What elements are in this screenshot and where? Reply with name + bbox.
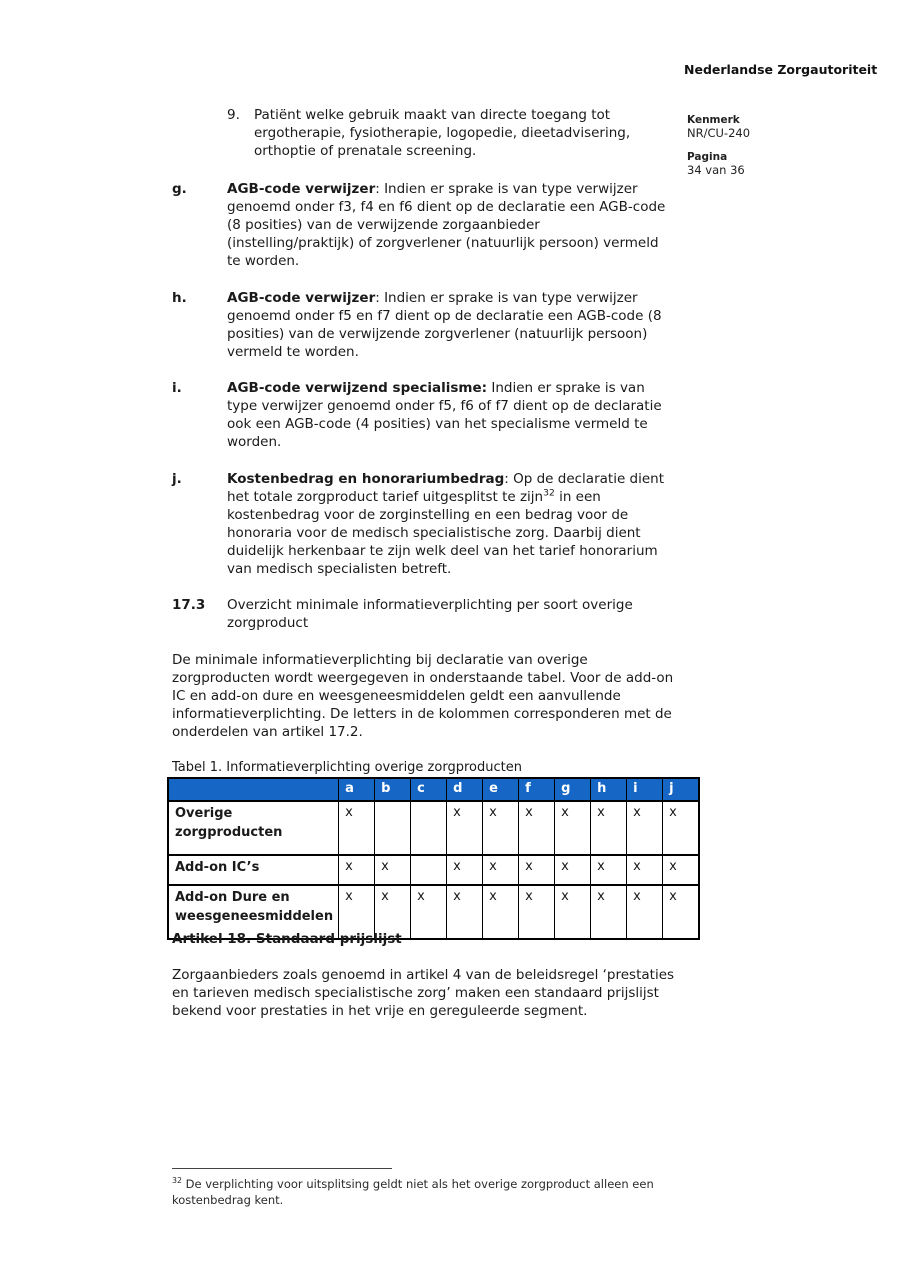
table-header-row [168, 778, 699, 801]
table-cell: x [555, 885, 591, 939]
informatieverplichting-table [167, 777, 700, 940]
table-cell: x [339, 885, 375, 939]
artikel-18-heading: Artikel 18. Standaard prijslijst [172, 931, 402, 947]
table-cell: x [591, 801, 627, 855]
table-cell: x [375, 855, 411, 885]
list-item-letter: j. [172, 471, 182, 487]
table-caption: Tabel 1. Informatieverplichting overige zorgproducten [172, 760, 522, 775]
column-header-g: g [555, 778, 591, 801]
term-definition: : Indien er sprake is van type verwijzer genoemd onder f3, f4 en f6 dient op de declaratie een AGB-code (8 posities) van de verwijzende zorgaanbieder (instelling/praktijk) of zorgverlener (natuurlijk persoon) vermeld te worden. [227, 181, 666, 269]
footnote-divider [172, 1168, 392, 1169]
table-cell: x [591, 855, 627, 885]
term-definition: Indien er sprake is van type verwijzer genoemd onder f5, f6 of f7 dient op de declaratie ook een AGB-code (4 posities) van het specialisme vermeld te worden. [227, 380, 662, 450]
term-definition-continued: in een kostenbedrag voor de zorginstelling en een bedrag voor de honoraria voor de medisch specialistische zorg. Daarbij dient duidelijk herkenbaar te zijn welk deel van het tarief honorarium van medisch specialisten betreft. [227, 489, 658, 577]
row-label: Overige zorgproducten [168, 801, 339, 855]
artikel-18-paragraph: Zorgaanbieders zoals genoemd in artikel 4 van de beleidsregel ‘prestaties en tarieven medisch specialistische zorg’ maken een standaard prijslijst bekend voor prestaties in het vrije en gereguleerde segment. [172, 967, 675, 1019]
list-item-text [227, 470, 669, 578]
kenmerk-label: Kenmerk [687, 114, 740, 126]
column-header-d: d [447, 778, 483, 801]
table-cell: x [411, 885, 447, 939]
pagina-value: 34 van 36 [687, 163, 745, 177]
list-item-text [227, 379, 669, 451]
term-definition: : Indien er sprake is van type verwijzer genoemd onder f5 en f7 dient op de declaratie een AGB-code (8 posities) van de verwijzende zorgverlener (natuurlijk persoon) vermeld te worden. [227, 290, 662, 360]
list-item-9 [227, 106, 646, 160]
term-bold: AGB-code verwijzend specialisme: [227, 380, 488, 396]
row-label: Add-on Dure en weesgeneesmiddelen [168, 885, 339, 939]
table-cell: x [663, 885, 699, 939]
column-header-c: c [411, 778, 447, 801]
footnote-reference: 32 [543, 487, 555, 499]
table-cell: x [375, 885, 411, 939]
table-cell: x [483, 801, 519, 855]
table-cell: x [591, 885, 627, 939]
list-item-g [172, 180, 669, 270]
column-header-e: e [483, 778, 519, 801]
footnote-number: 32 [172, 1176, 182, 1186]
list-item-i [172, 379, 669, 451]
term-bold: AGB-code verwijzer [227, 290, 376, 306]
table-cell: x [339, 801, 375, 855]
table-cell [411, 801, 447, 855]
list-item-letter: h. [172, 290, 187, 306]
table-cell: x [663, 855, 699, 885]
term-definition: : Op de declaratie dient het totale zorgproduct tarief uitgesplitst te zijn [227, 471, 665, 505]
table-corner-cell [168, 778, 339, 801]
table-cell: x [627, 801, 663, 855]
table-cell: x [663, 801, 699, 855]
table-cell: x [339, 855, 375, 885]
row-label: Add-on IC’s [168, 855, 339, 885]
table-cell: x [447, 855, 483, 885]
table-cell: x [555, 801, 591, 855]
list-item-number: 9. [227, 107, 240, 123]
table-cell: x [627, 855, 663, 885]
table-cell: x [447, 801, 483, 855]
column-header-b: b [375, 778, 411, 801]
table-row [168, 855, 699, 885]
footnote-text: De verplichting voor uitsplitsing geldt niet als het overige zorgproduct alleen een kostenbedrag kent. [172, 1177, 654, 1207]
list-item-letter: g. [172, 181, 187, 197]
list-item-text [227, 289, 669, 361]
table-cell [375, 801, 411, 855]
list-item-j [172, 470, 669, 578]
organisation-logo-text: Nederlandse Zorgautoriteit [684, 62, 878, 77]
column-header-f: f [519, 778, 555, 801]
table-cell: x [519, 885, 555, 939]
column-header-i: i [627, 778, 663, 801]
table-cell: x [519, 855, 555, 885]
table-cell: x [627, 885, 663, 939]
table-cell [411, 855, 447, 885]
list-item-text [227, 180, 669, 270]
kenmerk-value: NR/CU-240 [687, 126, 751, 140]
list-item-text: Patiënt welke gebruik maakt van directe toegang tot ergotherapie, fysiotherapie, logopedie, dieetadvisering, orthoptie of prenatale screening. [254, 107, 631, 159]
section-number: 17.3 [172, 597, 206, 613]
column-header-a: a [339, 778, 375, 801]
pagina-label: Pagina [687, 151, 728, 163]
table-cell: x [447, 885, 483, 939]
list-item-letter: i. [172, 380, 182, 396]
term-bold: AGB-code verwijzer [227, 181, 376, 197]
table-intro-paragraph: De minimale informatieverplichting bij declaratie van overige zorgproducten wordt weergegeven in onderstaande tabel. Voor de add-on IC en add-on dure en weesgeneesmiddelen geldt een aanvullende informatieverplichting. De letters in de kolommen corresponderen met de onderdelen van artikel 17.2. [172, 652, 674, 740]
list-item-h [172, 289, 669, 361]
section-17-3-heading [172, 596, 667, 632]
column-header-j: j [663, 778, 699, 801]
section-title: Overzicht minimale informatieverplichting per soort overige zorgproduct [227, 597, 633, 631]
table-cell: x [555, 855, 591, 885]
table-cell: x [483, 855, 519, 885]
table-cell: x [519, 801, 555, 855]
table-row [168, 801, 699, 855]
table-cell: x [483, 885, 519, 939]
term-bold: Kostenbedrag en honorariumbedrag [227, 471, 505, 487]
footnote [172, 1176, 697, 1208]
column-header-h: h [591, 778, 627, 801]
